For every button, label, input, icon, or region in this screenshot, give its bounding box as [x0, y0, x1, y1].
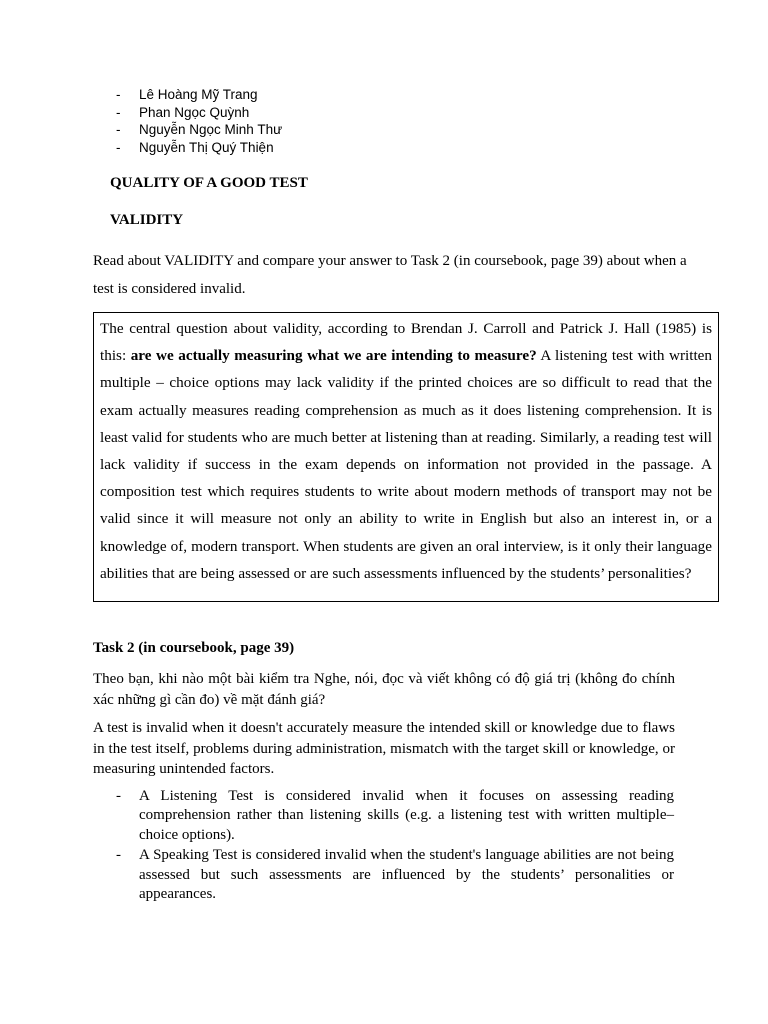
task-question: Theo bạn, khi nào một bài kiểm tra Nghe, nói, đọc và viết không có độ giá trị (không đo chính xác những gì cần đo) về mặt đánh giá? [93, 671, 675, 708]
member-item: - Nguyễn Ngọc Minh Thư [116, 121, 282, 139]
main-heading: QUALITY OF A GOOD TEST [110, 175, 308, 191]
bullet-speaking-test: - A Speaking Test is considered invalid when the student's language abilities are not being assessed but such assessments are influenced by the students’ personalities or appearances. [116, 846, 674, 904]
sub-heading: VALIDITY [110, 212, 184, 228]
member-item: - Phan Ngọc Quỳnh [116, 104, 282, 122]
intro-paragraph: Read about VALIDITY and compare your answer to Task 2 (in coursebook, page 39) about when a test is considered invalid. [93, 253, 687, 297]
answer-paragraph: A test is invalid when it doesn't accurately measure the intended skill or knowledge due to flaws in the test itself, problems during administration, mismatch with the target skill or knowledge, or measuring unintended factors. [93, 720, 675, 777]
member-item: - Nguyễn Thị Quý Thiện [116, 139, 282, 157]
quote-bold-question: are we actually measuring what we are intending to measure? [130, 347, 537, 365]
quote-text-end: A listening test with written multiple – choice options may lack validity if the printed choices are so difficult to read that the exam actually measures reading comprehension as much as it does listening comprehension. It is least valid for students who are much better at listening than at reading. Similarly, a reading test will lack validity if success in the exam depends on information not provided in the passage. A composition test which requires students to write about modern methods of transport may not be valid since it will measure not only an ability to write in English but also an interest in, or a knowledge of, modern transport. When students are given an oral interview, is it only their language abilities that are being assessed or are such assessments influenced by the students’ personalities? [100, 347, 712, 582]
validity-quote-box [93, 312, 719, 602]
quote-text-start: The central question about validity, according to Brendan J. Carroll and Patrick J. Hall (1985) is this: [100, 320, 712, 365]
answer-bullet-list [116, 787, 674, 905]
task-heading: Task 2 (in coursebook, page 39) [93, 640, 295, 656]
member-item: - Lê Hoàng Mỹ Trang [116, 86, 282, 104]
bullet-listening-test: - A Listening Test is considered invalid when it focuses on assessing reading comprehension rather than listening skills (e.g. a listening test with written multiple–choice options). [116, 787, 674, 845]
member-list [116, 86, 282, 157]
